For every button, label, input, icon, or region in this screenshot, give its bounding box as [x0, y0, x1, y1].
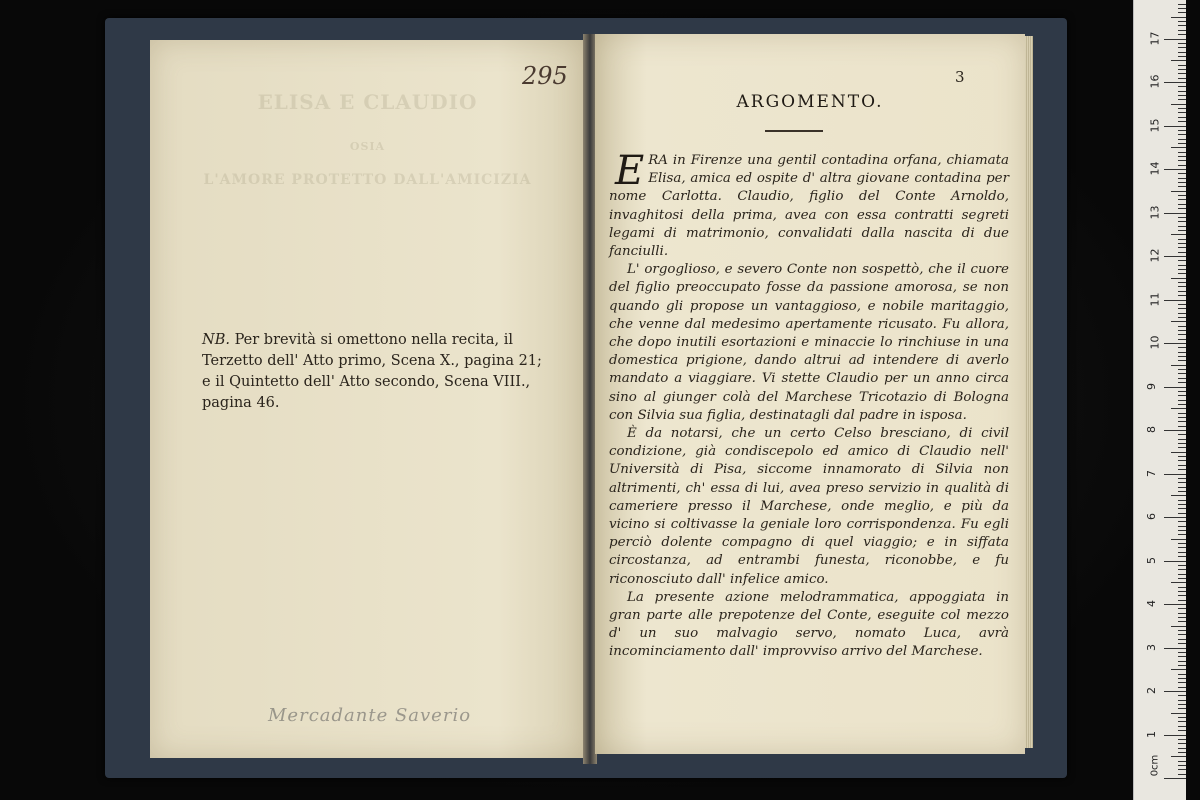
ruler-tick	[1178, 774, 1186, 775]
ruler-tick	[1171, 756, 1186, 757]
ruler-tick	[1178, 487, 1186, 488]
ruler-tick	[1178, 378, 1186, 379]
ruler-tick	[1178, 752, 1186, 753]
ruler-tick	[1178, 243, 1186, 244]
ruler-tick	[1171, 626, 1186, 627]
heading-rule	[765, 130, 823, 132]
ruler-tick	[1164, 561, 1186, 562]
ruler-tick	[1178, 395, 1186, 396]
page-edges	[1025, 36, 1033, 748]
ruler-tick	[1164, 387, 1186, 388]
ruler-tick	[1178, 91, 1186, 92]
ruler-number: 14	[1148, 161, 1162, 176]
ruler-tick	[1178, 500, 1186, 501]
ruler-tick	[1178, 352, 1186, 353]
ruler-tick	[1178, 465, 1186, 466]
ruler-tick	[1164, 474, 1186, 475]
ruler-tick	[1171, 104, 1186, 105]
ruler-tick	[1178, 373, 1186, 374]
bleed-through-title: ELISA E CLAUDIO	[257, 90, 478, 114]
ruler-tick	[1178, 43, 1186, 44]
ruler-tick	[1178, 304, 1186, 305]
ruler-tick	[1178, 356, 1186, 357]
ruler-tick	[1178, 347, 1186, 348]
ruler-tick	[1178, 295, 1186, 296]
ruler-tick	[1178, 313, 1186, 314]
ruler-tick	[1178, 556, 1186, 557]
ruler-tick	[1178, 52, 1186, 53]
ruler-tick	[1178, 565, 1186, 566]
ruler-tick	[1178, 165, 1186, 166]
ruler-tick	[1178, 86, 1186, 87]
ruler-tick	[1178, 687, 1186, 688]
ruler-tick	[1178, 252, 1186, 253]
ruler-tick	[1178, 139, 1186, 140]
ruler-tick	[1164, 735, 1186, 736]
paragraph-3: È da notarsi, che un certo Celso bresciano, di civil condizione, già condiscepolo ed amico di Claudio nell' Università di Pisa, siccome innamorato di Silvia non altrimenti, ch' essa di lui, avea preso servizio in qualità di cameriere presso il Marchese, onde meglio, e più da vicino si coltivasse la geniale loro corrispondenza. Fu egli perciò dolente compagno di quel viaggio; e in siffata circostanza, ad entrambi funesta, riconobbe, e fu riconosciuto dall' infelice amico.	[609, 426, 1009, 587]
ruler-tick	[1164, 778, 1186, 779]
ruler-tick	[1178, 504, 1186, 505]
ruler-tick	[1164, 691, 1186, 692]
ruler-tick	[1171, 147, 1186, 148]
ruler-number: 10	[1148, 335, 1162, 350]
ruler-tick	[1178, 482, 1186, 483]
ruler-tick	[1178, 491, 1186, 492]
bleed-through-subtitle-2: L'AMORE PROTETTO DALL'AMICIZIA	[203, 172, 532, 188]
ruler-tick	[1178, 552, 1186, 553]
ruler-tick	[1178, 195, 1186, 196]
ruler-tick	[1178, 513, 1186, 514]
ruler-tick	[1178, 239, 1186, 240]
ruler-tick	[1178, 569, 1186, 570]
ruler-number: 7	[1145, 469, 1158, 477]
ruler-number: 15	[1148, 118, 1162, 132]
left-page	[150, 40, 585, 758]
ruler-tick	[1171, 539, 1186, 540]
ruler-tick	[1178, 526, 1186, 527]
note-line-1: NB. Per brevità si omettono nella recita, il	[202, 332, 513, 348]
ruler-tick	[1178, 508, 1186, 509]
ruler-tick	[1164, 604, 1186, 605]
ruler-number: 8	[1145, 426, 1158, 433]
section-heading: ARGOMENTO.	[736, 92, 884, 112]
ruler-tick	[1178, 152, 1186, 153]
ink-page-mark: 295	[522, 62, 568, 90]
ruler-tick	[1178, 630, 1186, 631]
ruler-number: 1	[1145, 730, 1158, 738]
ruler-tick	[1171, 321, 1186, 322]
ruler-tick	[1178, 186, 1186, 187]
note-line-4: pagina 46.	[202, 395, 280, 411]
ruler-tick	[1178, 521, 1186, 522]
ruler-tick	[1178, 591, 1186, 592]
ruler-number: 5	[1145, 556, 1158, 564]
ruler-tick	[1178, 265, 1186, 266]
ruler-tick	[1178, 4, 1186, 5]
ruler-tick	[1178, 208, 1186, 209]
ruler-tick	[1178, 47, 1186, 48]
ruler-tick	[1178, 286, 1186, 287]
ruler-tick	[1178, 426, 1186, 427]
ruler-tick	[1178, 417, 1186, 418]
ruler-tick	[1178, 460, 1186, 461]
ruler-tick	[1178, 65, 1186, 66]
ruler-tick	[1178, 178, 1186, 179]
ruler-tick	[1178, 117, 1186, 118]
ruler-tick	[1178, 413, 1186, 414]
ruler-tick	[1178, 578, 1186, 579]
ruler-tick	[1178, 717, 1186, 718]
ruler-tick	[1164, 213, 1186, 214]
ruler-tick	[1178, 382, 1186, 383]
ruler-tick	[1178, 143, 1186, 144]
ruler-tick	[1171, 408, 1186, 409]
ruler-tick	[1178, 634, 1186, 635]
ruler-tick	[1171, 669, 1186, 670]
ruler-tick	[1178, 695, 1186, 696]
paragraph-1: ERA in Firenze una gentil contadina orfana, chiamata Elisa, amica ed ospite d' altra giovane contadina per nome Carlotta. Claudio, figlio del Conte Arnoldo, invaghitosi della prima, avea con essa contratti segreti legami di matrimonio, convalidati dalla nascita di due fanciulli.	[609, 148, 1009, 260]
ruler-tick	[1178, 726, 1186, 727]
ruler-tick	[1178, 456, 1186, 457]
ruler-tick	[1178, 230, 1186, 231]
ruler-tick	[1178, 317, 1186, 318]
ruler-tick	[1178, 30, 1186, 31]
ruler-tick	[1178, 326, 1186, 327]
note-line-2: Terzetto dell' Atto primo, Scena X., pagina 21;	[202, 353, 542, 369]
ruler-tick	[1178, 273, 1186, 274]
ruler-tick	[1178, 308, 1186, 309]
ruler-tick	[1171, 17, 1186, 18]
ruler-tick	[1178, 574, 1186, 575]
ruler-tick	[1178, 761, 1186, 762]
measuring-ruler	[1133, 0, 1186, 800]
ruler-tick	[1178, 739, 1186, 740]
ruler-tick	[1171, 234, 1186, 235]
ruler-tick	[1178, 130, 1186, 131]
note-line-3: e il Quintetto dell' Atto secondo, Scena VIII.,	[202, 374, 531, 390]
ruler-tick	[1178, 661, 1186, 662]
ruler-tick	[1178, 447, 1186, 448]
ruler-tick	[1178, 613, 1186, 614]
ruler-tick	[1178, 665, 1186, 666]
ruler-tick	[1178, 617, 1186, 618]
ruler-number: 4	[1145, 600, 1158, 607]
ruler-tick	[1171, 452, 1186, 453]
ruler-tick	[1164, 256, 1186, 257]
ruler-tick	[1178, 78, 1186, 79]
ruler-number: 17	[1148, 31, 1162, 45]
ruler-tick	[1178, 674, 1186, 675]
ruler-tick	[1178, 339, 1186, 340]
ruler-tick	[1164, 343, 1186, 344]
ruler-tick	[1171, 191, 1186, 192]
ruler-tick	[1178, 334, 1186, 335]
ruler-tick	[1178, 12, 1186, 13]
ruler-tick	[1178, 534, 1186, 535]
ruler-tick	[1178, 643, 1186, 644]
ruler-tick	[1178, 748, 1186, 749]
ruler-tick	[1171, 60, 1186, 61]
ruler-tick	[1178, 25, 1186, 26]
ruler-tick	[1164, 39, 1186, 40]
ruler-tick	[1178, 204, 1186, 205]
ruler-tick	[1178, 704, 1186, 705]
ruler-tick	[1178, 391, 1186, 392]
ruler-tick	[1178, 269, 1186, 270]
ruler-tick	[1178, 56, 1186, 57]
ruler-tick	[1178, 639, 1186, 640]
ruler-tick	[1178, 21, 1186, 22]
ruler-tick	[1178, 282, 1186, 283]
ruler-tick	[1178, 108, 1186, 109]
ruler-tick	[1178, 543, 1186, 544]
ruler-tick	[1164, 300, 1186, 301]
ruler-tick	[1178, 730, 1186, 731]
ruler-tick	[1178, 112, 1186, 113]
ruler-tick	[1178, 700, 1186, 701]
ruler-number: 13	[1148, 205, 1162, 219]
ruler-tick	[1164, 430, 1186, 431]
ruler-tick	[1178, 221, 1186, 222]
ruler-tick	[1178, 69, 1186, 70]
ruler-tick	[1178, 226, 1186, 227]
ruler-tick	[1178, 621, 1186, 622]
ruler-tick	[1178, 439, 1186, 440]
ruler-tick	[1178, 682, 1186, 683]
ruler-tick	[1178, 404, 1186, 405]
ruler-tick	[1164, 517, 1186, 518]
ruler-number: 16	[1148, 74, 1162, 89]
ruler-tick	[1178, 656, 1186, 657]
ruler-tick	[1178, 260, 1186, 261]
ruler-tick	[1178, 199, 1186, 200]
ruler-tick	[1178, 587, 1186, 588]
ruler-tick	[1171, 582, 1186, 583]
ruler-tick	[1178, 99, 1186, 100]
ruler-tick	[1178, 743, 1186, 744]
ruler-tick	[1178, 95, 1186, 96]
ruler-number: 3	[1145, 643, 1158, 651]
ruler-unit-label: 0cm	[1149, 754, 1161, 777]
omission-note	[202, 330, 582, 414]
ruler-tick	[1178, 34, 1186, 35]
paragraph-2: L' orgoglioso, e severo Conte non sospettò, che il cuore del figlio preoccupato fosse da passione amorosa, se non quando gli propose un vantaggioso, e nobile maritaggio, che venne dal medesimo apertamente ricusato. Fu allora, che dopo inutili esortazioni e minaccie lo rinchiuse in una domestica prigione, dando altrui ad intendere di averlo mandato a viaggiare. Vi stette Claudio per un anno circa sino al giunger colà del Marchese Tricotazio di Bologna con Silvia sua figlia, destinatagli dal padre in isposa.	[609, 262, 1009, 423]
ruler-tick	[1178, 443, 1186, 444]
ruler-tick	[1164, 126, 1186, 127]
argument-text	[609, 148, 1009, 662]
ruler-tick	[1178, 721, 1186, 722]
ruler-tick	[1178, 769, 1186, 770]
bleed-through-subtitle: OSIA	[349, 140, 386, 153]
ruler-tick	[1178, 469, 1186, 470]
ruler-tick	[1178, 360, 1186, 361]
ruler-tick	[1178, 156, 1186, 157]
ruler-tick	[1178, 547, 1186, 548]
note-tag: NB.	[202, 332, 230, 348]
ruler-tick	[1178, 134, 1186, 135]
ruler-tick	[1178, 600, 1186, 601]
ruler-tick	[1171, 495, 1186, 496]
ruler-tick	[1178, 595, 1186, 596]
ruler-tick	[1178, 530, 1186, 531]
ruler-tick	[1178, 173, 1186, 174]
ruler-number: 12	[1148, 248, 1162, 263]
ruler-tick	[1178, 608, 1186, 609]
ruler-tick	[1178, 678, 1186, 679]
ruler-tick	[1178, 330, 1186, 331]
right-page	[595, 34, 1025, 754]
ruler-tick	[1171, 713, 1186, 714]
ruler-tick	[1178, 291, 1186, 292]
ruler-tick	[1178, 217, 1186, 218]
pencil-annotation: Mercadante Saverio	[268, 705, 472, 726]
ruler-tick	[1164, 82, 1186, 83]
ruler-tick	[1178, 369, 1186, 370]
ruler-tick	[1178, 434, 1186, 435]
ruler-number: 6	[1145, 513, 1158, 520]
ruler-tick	[1178, 421, 1186, 422]
paragraph-4: La presente azione melodrammatica, appoggiata in gran parte alle prepotenze del Conte, eseguite col mezzo d' un suo malvagio servo, nomato Luca, avrà incominciamento dall' improvviso arrivo del Marchese.	[609, 589, 1009, 660]
ruler-tick	[1178, 478, 1186, 479]
ruler-tick	[1178, 400, 1186, 401]
ruler-tick	[1178, 121, 1186, 122]
ruler-tick	[1178, 182, 1186, 183]
ruler-number: 11	[1148, 292, 1162, 306]
ruler-tick	[1164, 169, 1186, 170]
ruler-tick	[1178, 73, 1186, 74]
ruler-tick	[1178, 160, 1186, 161]
drop-cap: E	[615, 148, 645, 194]
ruler-tick	[1178, 765, 1186, 766]
ruler-tick	[1171, 365, 1186, 366]
ruler-number: 9	[1145, 382, 1158, 390]
ruler-tick	[1178, 708, 1186, 709]
ruler-tick	[1178, 247, 1186, 248]
ruler-tick	[1164, 648, 1186, 649]
page-number: 3	[955, 68, 965, 86]
ruler-tick	[1178, 8, 1186, 9]
ruler-tick	[1171, 278, 1186, 279]
ruler-tick	[1178, 652, 1186, 653]
ruler-number: 2	[1145, 687, 1158, 694]
